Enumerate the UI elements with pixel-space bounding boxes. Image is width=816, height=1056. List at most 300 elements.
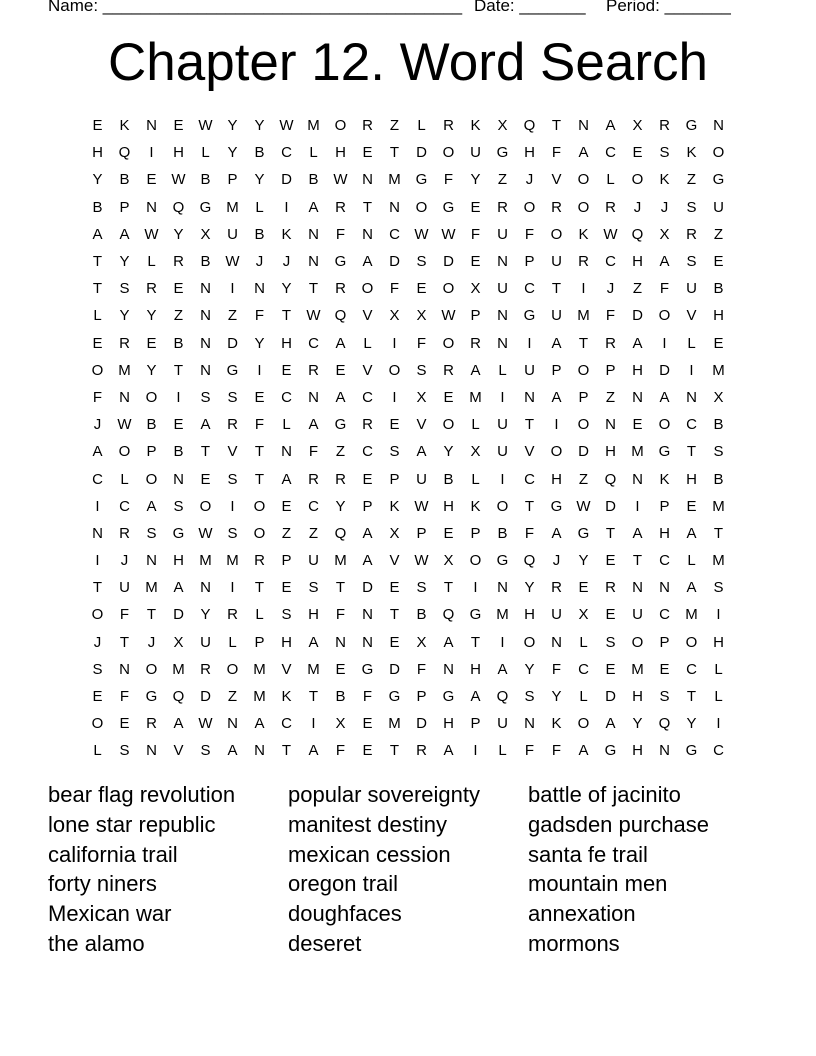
grid-letter[interactable]: Z [632, 280, 643, 298]
grid-letter[interactable]: C [308, 497, 319, 515]
grid-letter[interactable]: L [687, 334, 696, 352]
grid-letter[interactable]: Y [254, 171, 265, 189]
grid-letter[interactable]: W [441, 225, 456, 243]
grid-letter[interactable]: T [524, 416, 535, 434]
grid-letter[interactable]: S [686, 198, 697, 216]
grid-letter[interactable]: G [199, 198, 212, 216]
grid-letter[interactable]: E [632, 416, 643, 434]
grid-letter[interactable]: H [605, 443, 616, 461]
grid-letter[interactable]: G [145, 688, 158, 706]
grid-letter[interactable]: G [388, 688, 401, 706]
grid-letter[interactable]: C [605, 253, 616, 271]
grid-letter[interactable]: H [632, 742, 643, 760]
grid-letter[interactable]: O [145, 470, 158, 488]
grid-letter[interactable]: E [416, 280, 427, 298]
grid-letter[interactable]: X [335, 715, 346, 733]
grid-letter[interactable]: A [281, 470, 292, 488]
grid-letter[interactable]: S [659, 688, 670, 706]
grid-letter[interactable]: M [388, 171, 401, 189]
grid-letter[interactable]: L [687, 552, 696, 570]
grid-letter[interactable]: I [95, 497, 100, 515]
grid-letter[interactable]: C [362, 388, 373, 406]
grid-letter[interactable]: N [362, 633, 373, 651]
grid-letter[interactable]: N [200, 579, 211, 597]
grid-letter[interactable]: C [281, 715, 292, 733]
grid-letter[interactable]: A [227, 742, 238, 760]
grid-letter[interactable]: Y [173, 225, 184, 243]
grid-letter[interactable]: A [308, 416, 319, 434]
grid-letter[interactable]: F [443, 171, 454, 189]
grid-letter[interactable]: H [308, 606, 319, 624]
grid-letter[interactable]: R [146, 715, 157, 733]
grid-letter[interactable]: Z [578, 470, 589, 488]
grid-letter[interactable]: D [389, 253, 400, 271]
grid-letter[interactable]: N [119, 388, 130, 406]
grid-letter[interactable]: Y [281, 280, 292, 298]
grid-letter[interactable]: V [686, 307, 697, 325]
grid-letter[interactable]: C [119, 497, 130, 515]
grid-letter[interactable]: Q [442, 606, 455, 624]
grid-letter[interactable]: W [306, 307, 321, 325]
grid-letter[interactable]: E [335, 660, 346, 678]
grid-letter[interactable]: E [686, 497, 697, 515]
grid-letter[interactable]: L [714, 660, 723, 678]
grid-letter[interactable]: I [95, 552, 100, 570]
grid-letter[interactable]: R [254, 552, 265, 570]
grid-letter[interactable]: C [659, 552, 670, 570]
grid-letter[interactable]: F [416, 660, 427, 678]
grid-letter[interactable]: O [91, 606, 104, 624]
grid-letter[interactable]: Y [578, 552, 589, 570]
grid-letter[interactable]: B [146, 416, 157, 434]
grid-letter[interactable]: N [659, 742, 670, 760]
grid-letter[interactable]: E [254, 388, 265, 406]
grid-letter[interactable]: L [282, 416, 291, 434]
grid-letter[interactable]: E [362, 144, 373, 162]
grid-letter[interactable]: E [389, 633, 400, 651]
grid-letter[interactable]: O [712, 144, 725, 162]
grid-letter[interactable]: O [361, 280, 374, 298]
grid-letter[interactable]: O [91, 361, 104, 379]
grid-letter[interactable]: O [658, 307, 671, 325]
grid-letter[interactable]: C [362, 443, 373, 461]
grid-letter[interactable]: E [335, 361, 346, 379]
grid-letter[interactable]: M [307, 117, 320, 135]
grid-letter[interactable]: K [470, 497, 481, 515]
grid-letter[interactable]: P [659, 497, 670, 515]
grid-letter[interactable]: L [120, 470, 129, 488]
grid-letter[interactable]: P [146, 443, 157, 461]
grid-letter[interactable]: D [605, 688, 616, 706]
grid-letter[interactable]: N [389, 198, 400, 216]
grid-letter[interactable]: W [414, 497, 429, 515]
grid-letter[interactable]: D [443, 253, 454, 271]
grid-letter[interactable]: D [200, 688, 211, 706]
grid-letter[interactable]: Q [496, 688, 509, 706]
grid-letter[interactable]: N [578, 117, 589, 135]
grid-letter[interactable]: N [308, 253, 319, 271]
grid-letter[interactable]: H [443, 497, 454, 515]
grid-letter[interactable]: T [173, 361, 184, 379]
grid-letter[interactable]: Y [92, 171, 103, 189]
grid-letter[interactable]: F [308, 443, 319, 461]
grid-letter[interactable]: L [579, 633, 588, 651]
grid-letter[interactable]: B [92, 198, 103, 216]
grid-letter[interactable]: V [524, 443, 535, 461]
grid-letter[interactable]: F [524, 524, 535, 542]
grid-letter[interactable]: B [713, 416, 724, 434]
grid-letter[interactable]: V [173, 742, 184, 760]
name-field[interactable]: Name: ______________________________________ [48, 0, 463, 15]
grid-letter[interactable]: Z [389, 117, 400, 135]
grid-letter[interactable]: B [308, 171, 319, 189]
grid-letter[interactable]: F [335, 742, 346, 760]
grid-letter[interactable]: D [173, 606, 184, 624]
grid-letter[interactable]: E [119, 715, 130, 733]
grid-letter[interactable]: O [577, 715, 590, 733]
grid-letter[interactable]: Q [604, 470, 617, 488]
grid-letter[interactable]: L [714, 688, 723, 706]
grid-letter[interactable]: Z [227, 688, 238, 706]
grid-letter[interactable]: R [686, 225, 697, 243]
grid-letter[interactable]: M [307, 660, 320, 678]
grid-letter[interactable]: E [92, 688, 103, 706]
grid-letter[interactable]: M [226, 198, 239, 216]
grid-letter[interactable]: W [333, 171, 348, 189]
grid-letter[interactable]: K [578, 225, 589, 243]
grid-letter[interactable]: R [173, 253, 184, 271]
grid-letter[interactable]: B [200, 171, 211, 189]
grid-letter[interactable]: C [686, 660, 697, 678]
grid-letter[interactable]: L [606, 171, 615, 189]
grid-letter[interactable]: L [363, 334, 372, 352]
grid-letter[interactable]: T [92, 579, 103, 597]
grid-letter[interactable]: R [335, 198, 346, 216]
grid-letter[interactable]: U [551, 253, 562, 271]
grid-letter[interactable]: I [500, 470, 505, 488]
grid-letter[interactable]: E [146, 334, 157, 352]
grid-letter[interactable]: J [93, 416, 102, 434]
grid-letter[interactable]: B [335, 688, 346, 706]
grid-letter[interactable]: T [200, 443, 211, 461]
grid-letter[interactable]: E [470, 253, 481, 271]
grid-letter[interactable]: A [335, 334, 346, 352]
grid-letter[interactable]: H [713, 633, 724, 651]
grid-letter[interactable]: N [632, 470, 643, 488]
grid-letter[interactable]: F [524, 225, 535, 243]
grid-letter[interactable]: P [389, 470, 400, 488]
grid-letter[interactable]: N [686, 388, 697, 406]
grid-letter[interactable]: T [632, 552, 643, 570]
grid-letter[interactable]: J [525, 171, 534, 189]
grid-letter[interactable]: I [527, 334, 532, 352]
grid-letter[interactable]: M [226, 552, 239, 570]
grid-letter[interactable]: N [200, 280, 211, 298]
grid-letter[interactable]: N [146, 117, 157, 135]
grid-letter[interactable]: K [389, 497, 400, 515]
grid-letter[interactable]: X [497, 117, 508, 135]
grid-letter[interactable]: T [605, 524, 616, 542]
grid-letter[interactable]: I [716, 715, 721, 733]
grid-letter[interactable]: N [281, 443, 292, 461]
grid-letter[interactable]: X [416, 633, 427, 651]
grid-letter[interactable]: F [335, 225, 346, 243]
grid-letter[interactable]: D [632, 307, 643, 325]
grid-letter[interactable]: O [469, 552, 482, 570]
grid-letter[interactable]: X [389, 307, 400, 325]
grid-letter[interactable]: I [500, 388, 505, 406]
grid-letter[interactable]: X [470, 280, 481, 298]
grid-letter[interactable]: C [308, 334, 319, 352]
grid-letter[interactable]: V [227, 443, 238, 461]
grid-letter[interactable]: Q [334, 307, 347, 325]
grid-letter[interactable]: O [577, 361, 590, 379]
grid-letter[interactable]: G [550, 497, 563, 515]
grid-letter[interactable]: O [658, 416, 671, 434]
grid-letter[interactable]: A [632, 334, 643, 352]
grid-letter[interactable]: A [254, 715, 265, 733]
grid-letter[interactable]: Z [686, 171, 697, 189]
grid-letter[interactable]: L [255, 606, 264, 624]
grid-letter[interactable]: E [605, 606, 616, 624]
grid-letter[interactable]: G [685, 742, 698, 760]
grid-letter[interactable]: M [118, 361, 131, 379]
grid-letter[interactable]: D [605, 497, 616, 515]
grid-letter[interactable]: B [254, 225, 265, 243]
grid-letter[interactable]: Q [523, 552, 536, 570]
grid-letter[interactable]: A [470, 688, 481, 706]
grid-letter[interactable]: N [551, 633, 562, 651]
grid-letter[interactable]: C [524, 280, 535, 298]
grid-letter[interactable]: R [308, 470, 319, 488]
grid-letter[interactable]: R [443, 117, 454, 135]
grid-letter[interactable]: Y [227, 144, 238, 162]
grid-letter[interactable]: B [173, 443, 184, 461]
grid-letter[interactable]: E [281, 579, 292, 597]
grid-letter[interactable]: I [392, 334, 397, 352]
grid-letter[interactable]: U [497, 443, 508, 461]
grid-letter[interactable]: S [227, 470, 238, 488]
grid-letter[interactable]: N [362, 171, 373, 189]
grid-letter[interactable]: D [578, 443, 589, 461]
grid-letter[interactable]: V [281, 660, 292, 678]
grid-letter[interactable]: Y [254, 117, 265, 135]
grid-letter[interactable]: W [603, 225, 618, 243]
grid-letter[interactable]: G [469, 606, 482, 624]
grid-letter[interactable]: V [362, 307, 373, 325]
grid-letter[interactable]: S [119, 280, 130, 298]
grid-letter[interactable]: Y [686, 715, 697, 733]
grid-letter[interactable]: O [199, 497, 212, 515]
grid-letter[interactable]: Z [713, 225, 724, 243]
grid-letter[interactable]: Y [524, 660, 535, 678]
grid-letter[interactable]: S [200, 388, 211, 406]
grid-letter[interactable]: A [362, 524, 373, 542]
grid-letter[interactable]: M [253, 660, 266, 678]
grid-letter[interactable]: R [200, 660, 211, 678]
grid-letter[interactable]: F [551, 742, 562, 760]
grid-letter[interactable]: R [416, 742, 427, 760]
grid-letter[interactable]: L [255, 198, 264, 216]
grid-letter[interactable]: S [119, 742, 130, 760]
grid-letter[interactable]: O [685, 633, 698, 651]
grid-letter[interactable]: R [659, 117, 670, 135]
grid-letter[interactable]: A [308, 742, 319, 760]
grid-letter[interactable]: N [659, 579, 670, 597]
grid-letter[interactable]: P [227, 171, 238, 189]
grid-letter[interactable]: C [605, 144, 616, 162]
grid-letter[interactable]: F [335, 606, 346, 624]
grid-letter[interactable]: M [145, 579, 158, 597]
grid-letter[interactable]: S [389, 443, 400, 461]
grid-letter[interactable]: F [551, 660, 562, 678]
grid-letter[interactable]: O [145, 660, 158, 678]
grid-letter[interactable]: D [227, 334, 238, 352]
grid-letter[interactable]: R [605, 198, 616, 216]
grid-letter[interactable]: O [577, 198, 590, 216]
grid-letter[interactable]: G [226, 361, 239, 379]
grid-letter[interactable]: W [225, 253, 240, 271]
grid-letter[interactable]: A [578, 742, 589, 760]
grid-letter[interactable]: G [334, 416, 347, 434]
grid-letter[interactable]: H [443, 715, 454, 733]
grid-letter[interactable]: E [173, 280, 184, 298]
grid-letter[interactable]: A [605, 117, 616, 135]
grid-letter[interactable]: L [417, 117, 426, 135]
grid-letter[interactable]: N [497, 334, 508, 352]
grid-letter[interactable]: J [282, 253, 291, 271]
grid-letter[interactable]: N [497, 307, 508, 325]
grid-letter[interactable]: N [173, 470, 184, 488]
grid-letter[interactable]: W [414, 225, 429, 243]
grid-letter[interactable]: I [635, 497, 640, 515]
grid-letter[interactable]: U [497, 225, 508, 243]
grid-letter[interactable]: R [308, 361, 319, 379]
grid-letter[interactable]: R [227, 416, 238, 434]
grid-letter[interactable]: R [335, 280, 346, 298]
grid-letter[interactable]: D [389, 660, 400, 678]
grid-letter[interactable]: U [497, 416, 508, 434]
grid-letter[interactable]: M [712, 552, 725, 570]
grid-letter[interactable]: J [552, 552, 561, 570]
grid-letter[interactable]: W [279, 117, 294, 135]
grid-letter[interactable]: F [416, 334, 427, 352]
grid-letter[interactable]: X [200, 225, 211, 243]
grid-letter[interactable]: B [497, 524, 508, 542]
grid-letter[interactable]: N [227, 715, 238, 733]
grid-letter[interactable]: U [119, 579, 130, 597]
grid-letter[interactable]: O [226, 660, 239, 678]
grid-letter[interactable]: V [416, 416, 427, 434]
grid-letter[interactable]: N [308, 388, 319, 406]
period-field[interactable]: Period: _______ [606, 0, 731, 15]
grid-letter[interactable]: R [497, 198, 508, 216]
grid-letter[interactable]: Y [119, 253, 130, 271]
grid-letter[interactable]: N [632, 388, 643, 406]
grid-letter[interactable]: L [579, 688, 588, 706]
grid-letter[interactable]: R [362, 416, 373, 434]
grid-letter[interactable]: T [389, 144, 400, 162]
grid-letter[interactable]: A [92, 443, 103, 461]
grid-letter[interactable]: P [605, 361, 616, 379]
grid-letter[interactable]: N [119, 660, 130, 678]
grid-letter[interactable]: E [470, 198, 481, 216]
grid-letter[interactable]: W [144, 225, 159, 243]
grid-letter[interactable]: D [659, 361, 670, 379]
grid-letter[interactable]: P [362, 497, 373, 515]
grid-letter[interactable]: T [713, 524, 724, 542]
grid-letter[interactable]: H [524, 606, 535, 624]
grid-letter[interactable]: U [470, 144, 481, 162]
grid-letter[interactable]: Q [631, 225, 644, 243]
grid-letter[interactable]: H [659, 524, 670, 542]
grid-letter[interactable]: W [117, 416, 132, 434]
grid-letter[interactable]: T [551, 117, 562, 135]
grid-letter[interactable]: U [497, 280, 508, 298]
grid-letter[interactable]: Y [470, 171, 481, 189]
grid-letter[interactable]: C [524, 470, 535, 488]
grid-letter[interactable]: S [524, 688, 535, 706]
grid-letter[interactable]: G [361, 660, 374, 678]
grid-letter[interactable]: D [362, 579, 373, 597]
grid-letter[interactable]: X [443, 552, 454, 570]
grid-letter[interactable]: T [389, 606, 400, 624]
grid-letter[interactable]: I [716, 606, 721, 624]
grid-letter[interactable]: U [551, 307, 562, 325]
grid-letter[interactable]: B [173, 334, 184, 352]
grid-letter[interactable]: M [685, 606, 698, 624]
grid-letter[interactable]: P [470, 307, 481, 325]
grid-letter[interactable]: Z [281, 524, 292, 542]
grid-letter[interactable]: Y [632, 715, 643, 733]
grid-letter[interactable]: Y [443, 443, 454, 461]
grid-letter[interactable]: U [686, 280, 697, 298]
grid-letter[interactable]: Z [605, 388, 616, 406]
grid-letter[interactable]: Q [118, 144, 131, 162]
grid-letter[interactable]: H [632, 361, 643, 379]
grid-letter[interactable]: B [416, 606, 427, 624]
grid-letter[interactable]: L [498, 361, 507, 379]
grid-letter[interactable]: K [659, 171, 670, 189]
grid-letter[interactable]: R [146, 280, 157, 298]
grid-letter[interactable]: A [173, 579, 184, 597]
grid-letter[interactable]: E [281, 361, 292, 379]
grid-letter[interactable]: G [496, 552, 509, 570]
grid-letter[interactable]: O [523, 633, 536, 651]
grid-letter[interactable]: B [254, 144, 265, 162]
grid-letter[interactable]: W [198, 524, 213, 542]
grid-letter[interactable]: R [578, 253, 589, 271]
grid-letter[interactable]: Q [334, 524, 347, 542]
grid-letter[interactable]: M [253, 688, 266, 706]
grid-letter[interactable]: I [473, 742, 478, 760]
grid-letter[interactable]: M [388, 715, 401, 733]
grid-letter[interactable]: R [551, 198, 562, 216]
grid-letter[interactable]: L [309, 144, 318, 162]
grid-letter[interactable]: G [415, 171, 428, 189]
grid-letter[interactable]: M [334, 552, 347, 570]
grid-letter[interactable]: J [147, 633, 156, 651]
grid-letter[interactable]: A [551, 334, 562, 352]
grid-letter[interactable]: T [254, 470, 265, 488]
grid-letter[interactable]: L [471, 416, 480, 434]
grid-letter[interactable]: O [631, 171, 644, 189]
grid-letter[interactable]: A [605, 715, 616, 733]
grid-letter[interactable]: I [284, 198, 289, 216]
grid-letter[interactable]: E [389, 579, 400, 597]
grid-letter[interactable]: H [686, 470, 697, 488]
grid-letter[interactable]: O [550, 443, 563, 461]
